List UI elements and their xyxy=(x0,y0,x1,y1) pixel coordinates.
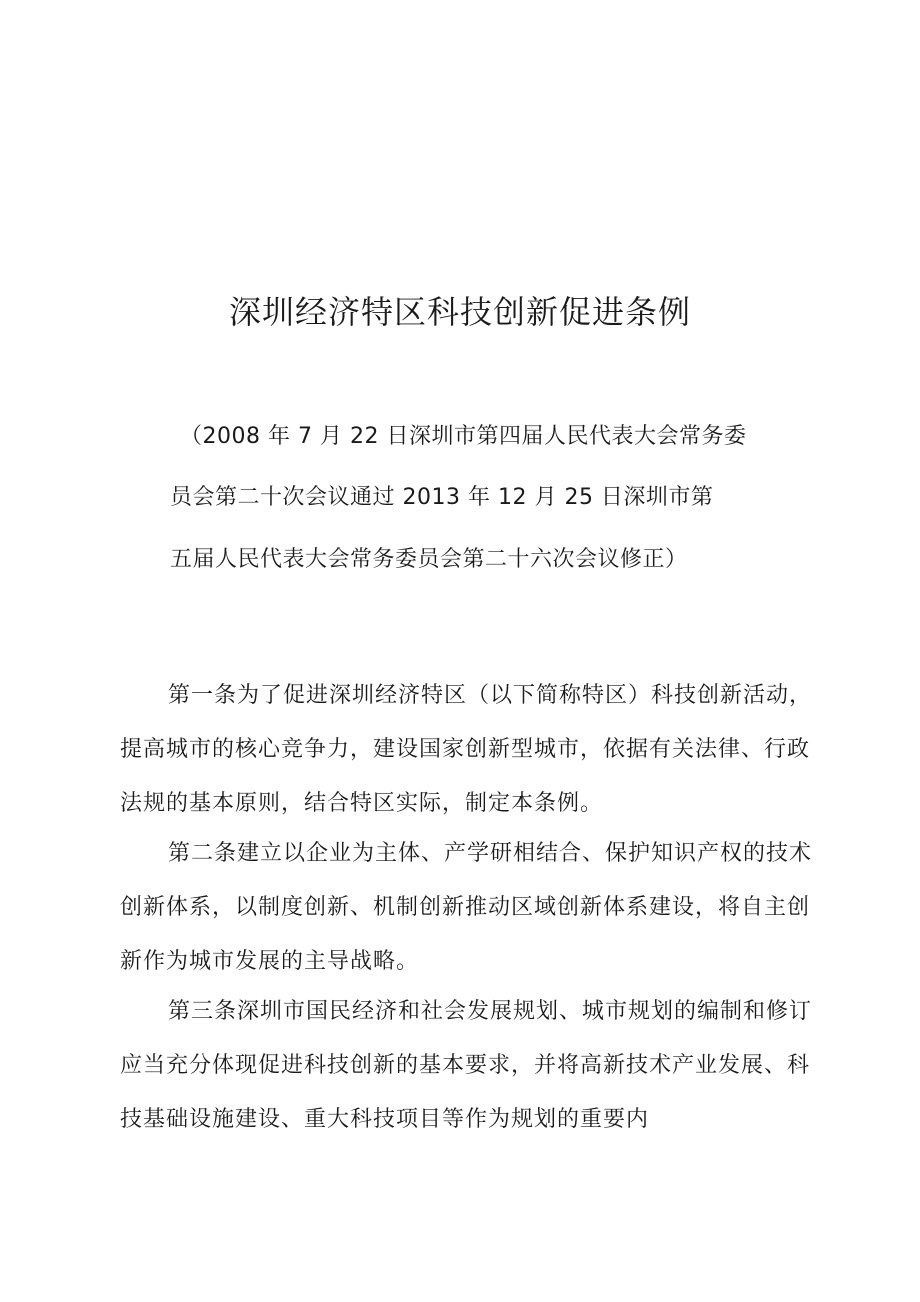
adoption-note-line: （2008 年 7 月 22 日深圳市第四届人民代表大会常务委 xyxy=(180,424,747,449)
adoption-note-line: 员会第二十次会议通过 2013 年 12 月 25 日深圳市第 xyxy=(170,485,714,510)
article-2-paragraph: 第二条建立以企业为主体、产学研相结合、保护知识产权的技术创新体系，以制度创新、机制创新推动区域创新体系建设，将自主创新作为城市发展的主导战略。 xyxy=(120,841,813,974)
article-3-paragraph: 第三条深圳市国民经济和社会发展规划、城市规划的编制和修订应当充分体现促进科技创新的基本要求，并将高新技术产业发展、科技基础设施建设、重大科技项目等作为规划的重要内 xyxy=(120,999,813,1132)
article-1-paragraph: 第一条为了促进深圳经济特区（以下简称特区）科技创新活动，提高城市的核心竞争力，建设国家创新型城市，依据有关法律、行政法规的基本原则，结合特区实际，制定本条例。 xyxy=(120,683,813,816)
document-title: 深圳经济特区科技创新促进条例 xyxy=(228,293,691,331)
adoption-note-line: 五届人民代表大会常务委员会第二十六次会议修正） xyxy=(170,547,688,572)
